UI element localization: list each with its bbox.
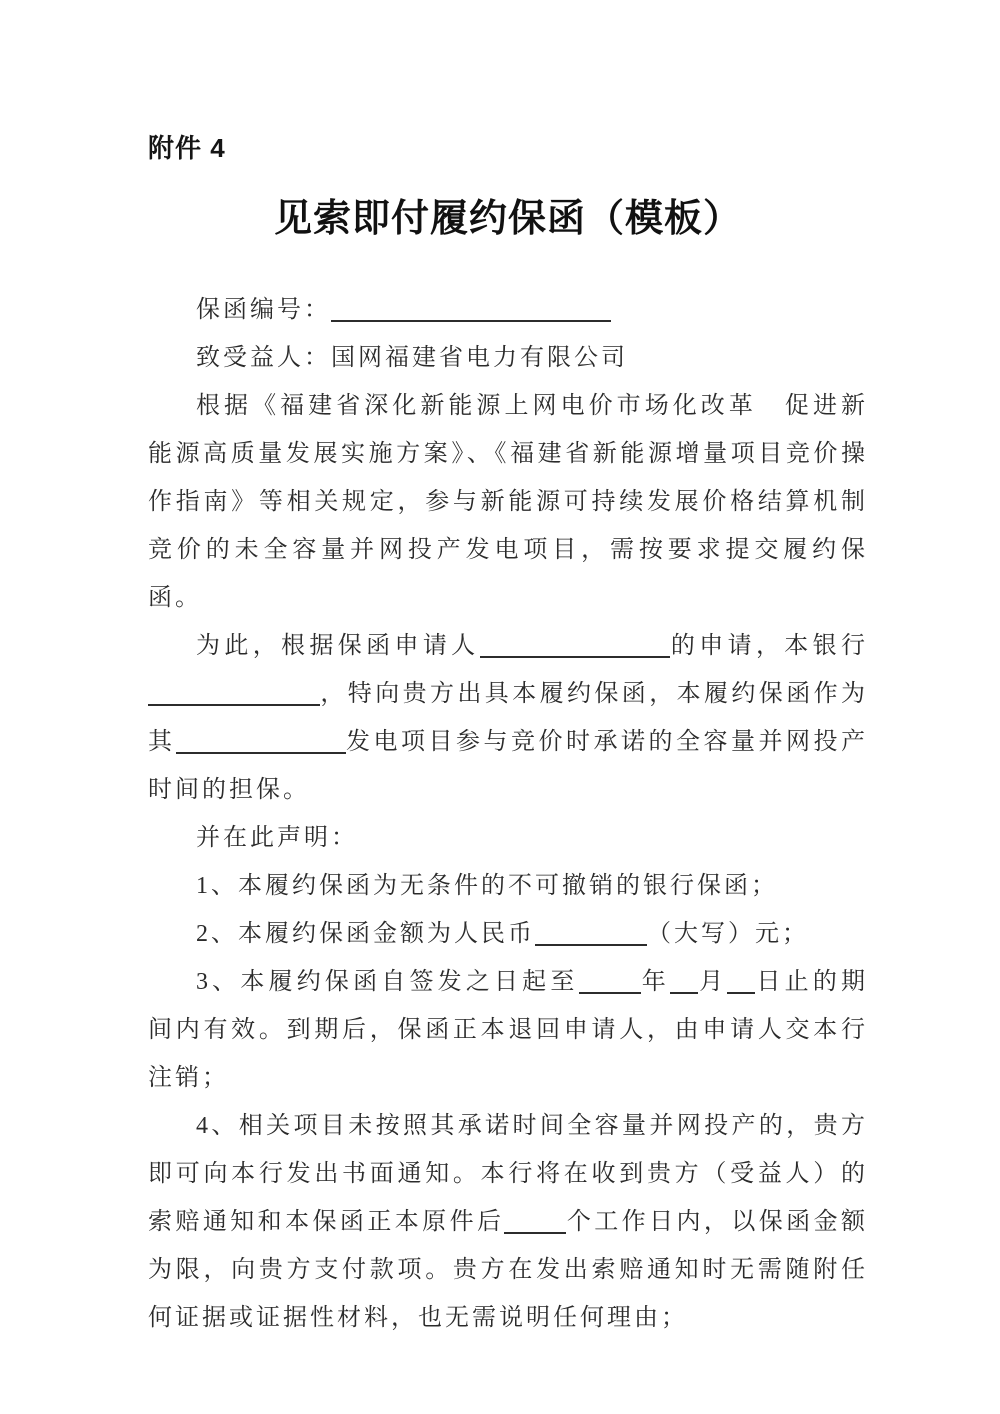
- beneficiary-text: 致受益人：国网福建省电力有限公司: [196, 345, 628, 371]
- issuance-seg4: 发电项目参与竞价时承诺的全容量并网投产时间的担保。: [148, 729, 868, 803]
- basis-paragraph-text: 根据《福建省深化新能源上网电价市场化改革 促进新能源高质量发展实施方案》、《福建省新能源增量项目竞价操作指南》等相关规定，参与新能源可持续发展价格结算机制竞价的未全容量并网投产发电项目，需按要求提交履约保函。: [148, 393, 868, 611]
- clause-1: [148, 862, 868, 910]
- blank-bank-name: [148, 680, 320, 706]
- document-body: [148, 286, 868, 1342]
- guarantee-number-line: [148, 286, 868, 334]
- blank-expiry-month: [670, 968, 698, 994]
- clause-3-seg3: 月: [697, 969, 728, 995]
- clause-4: [148, 1102, 868, 1342]
- blank-expiry-year: [579, 968, 641, 994]
- clause-4-seg1: 4、相关项目未按照其承诺时间全容量并网投产的，贵方即可向本行发出书面通知。本行将在收到贵方（受益人）的索赔通知和本保函正本原件后: [148, 1113, 868, 1235]
- beneficiary-line: [148, 334, 868, 382]
- issuance-seg1: 为此，根据保函申请人: [196, 633, 480, 659]
- issuance-seg3: ，特向贵方出具本履约保函，本履约保函作为其: [148, 681, 868, 755]
- declaration-heading: [148, 814, 868, 862]
- clause-1-text: 1、本履约保函为无条件的不可撤销的银行保函；: [196, 873, 778, 899]
- blank-guarantee-number: [331, 296, 611, 322]
- guarantee-number-label: 保函编号：: [196, 297, 331, 323]
- declaration-heading-text: 并在此声明：: [196, 825, 358, 851]
- clause-3-seg1: 3、本履约保函自签发之日起至: [196, 969, 579, 995]
- blank-amount: [535, 920, 647, 946]
- clause-3-seg2: 年: [640, 969, 670, 995]
- blank-working-days: [504, 1208, 566, 1234]
- clause-4-seg2: 个工作日内，以保函金额为限，向贵方支付款项。贵方在发出索赔通知时无需随附任何证据或证据性材料，也无需说明任何理由；: [148, 1209, 869, 1331]
- document-title: 见索即付履约保函（模板）: [273, 198, 742, 240]
- issuance-paragraph: [148, 622, 868, 814]
- clause-2-seg2: （大写）元；: [647, 921, 809, 947]
- blank-project-name: [176, 728, 346, 754]
- clause-2: [148, 910, 868, 958]
- clause-3-seg4: 日止的期间内有效。到期后，保函正本退回申请人，由申请人交本行注销；: [148, 969, 869, 1091]
- clause-3: [148, 958, 868, 1102]
- clause-2-seg1: 2、本履约保函金额为人民币: [196, 921, 535, 947]
- blank-expiry-day: [727, 968, 755, 994]
- issuance-seg2: 的申请，本银行: [669, 633, 869, 659]
- blank-applicant-name: [480, 632, 670, 658]
- attachment-label: 附件 4: [148, 133, 226, 163]
- basis-paragraph: [148, 382, 868, 622]
